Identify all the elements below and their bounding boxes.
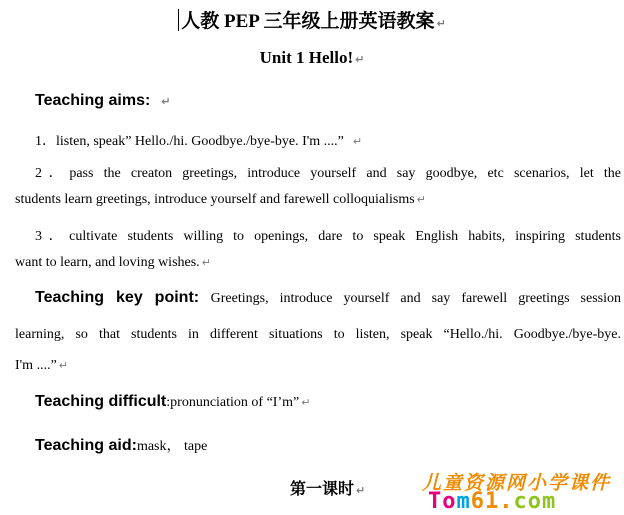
paragraph-mark-icon: ↵ — [355, 53, 365, 66]
teaching-difficult: Teaching difficult:pronunciation of “I’m” ↵ — [35, 393, 311, 410]
text-cursor — [178, 9, 179, 31]
site-watermark — [400, 468, 622, 512]
key-point-line-1: Teaching key point: Greetings, introduce yourself and say farewell greetings session — [35, 289, 621, 306]
paragraph-mark-icon: ↵ — [58, 359, 69, 372]
aim-item-3-line-1: 3．cultivate students willing to openings, dare to speak English habits, inspiring students — [35, 229, 621, 244]
paragraph-mark-icon: ↵ — [161, 95, 171, 108]
aim-item-1: 1．listen, speak” Hello./hi. Goodbye./bye-bye. I'm ....” ↵ — [35, 134, 363, 149]
paragraph-mark-icon: ↵ — [356, 484, 366, 497]
difficult-heading: Teaching difficult — [35, 393, 167, 410]
aim-item-2-line-2: students learn greetings, introduce yourself and farewell colloquialisms ↵ — [15, 192, 426, 207]
paragraph-mark-icon: ↵ — [436, 17, 446, 30]
unit-heading: Unit 1 Hello! ↵ — [259, 48, 365, 67]
aim-item-2-line-1: 2．pass the creaton greetings, introduce yourself and say goodbye, etc scenarios, let the — [35, 166, 621, 181]
paragraph-mark-icon: ↵ — [201, 256, 211, 269]
document-title: 人教 PEP 三年级上册英语教案 ↵ — [0, 6, 624, 33]
paragraph-mark-icon: ↵ — [301, 396, 311, 409]
key-point-line-2: learning, so that students in different situations to listen, speak “Hello./hi. Goodbye./bye-bye. — [15, 327, 621, 342]
teaching-aims-heading: Teaching aims: ↵ — [35, 92, 171, 109]
teaching-aid: Teaching aid:mask， tape — [35, 437, 208, 454]
paragraph-mark-icon: ↵ — [352, 135, 363, 148]
paragraph-mark-icon: ↵ — [416, 193, 426, 206]
aim-item-3-line-2: want to learn, and loving wishes. ↵ — [15, 255, 211, 270]
key-point-heading: Teaching key point: — [35, 289, 200, 306]
watermark-cn: 儿童资源网小学课件 — [422, 472, 612, 494]
watermark-logo: Tom61.com — [428, 489, 557, 514]
aid-heading: Teaching aid: — [35, 437, 137, 454]
lesson-heading: 第一课时 ↵ — [290, 481, 366, 498]
key-point-line-3: I'm ....” ↵ — [15, 358, 69, 373]
